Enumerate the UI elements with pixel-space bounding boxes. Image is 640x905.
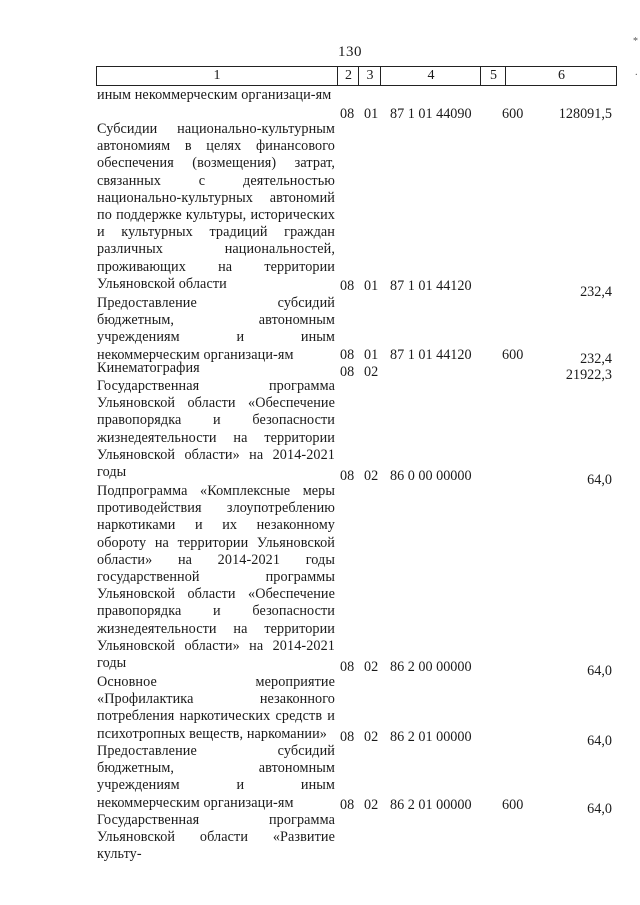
row-description: Предоставление субсидий бюджетным, автономным учреждениям и иным некоммерческим организаци-ям [97,743,335,811]
section-code: 08 [340,364,355,380]
header-col-5: 5 [480,67,506,85]
expense-type-code: 600 [502,347,524,363]
row-description: Субсидии национально-культурным автономиям в целях финансового обеспечения (возмещения) затрат, связанных с деятельностью национально-культурных автономий по поддержке культуры, исторических и культурных традиций граждан различных национальностей, проживающих на территории Ульяновской области [97,121,335,292]
scan-edge-mark: * [633,36,638,47]
row-amount: 232,4 [580,284,612,300]
target-article-code: 86 0 00 00000 [390,468,472,484]
row-amount: 21922,3 [565,367,612,383]
row-amount: 64,0 [587,801,612,817]
section-code: 08 [340,278,355,294]
row-codes [340,659,532,676]
row-codes [340,278,532,295]
header-col-1: 1 [213,68,221,83]
expense-type-code: 600 [502,106,524,122]
section-code: 08 [340,468,355,484]
row-amount: 64,0 [587,733,612,749]
row-description: Основное мероприятие «Профилактика незаконного потребления наркотических средств и психотропных веществ, наркомании» [97,674,335,742]
target-article-code: 87 1 01 44120 [390,347,472,363]
subsection-code: 02 [364,364,379,380]
subsection-code: 01 [364,278,379,294]
section-code: 08 [340,106,355,122]
row-description: Подпрограмма «Комплексные меры противодействия злоупотреблению наркотиками и их незаконному обороту на территории Ульяновской области» на 2014-2021 годы государственной программы Ульяновской области «Обеспечение правопорядка и безопасности жизнедеятельности на территории Ульяновской области» на 2014-2021 годы [97,483,335,672]
section-code: 08 [340,797,355,813]
row-amount: 64,0 [587,472,612,488]
header-col-6: 6 [505,67,617,85]
row-description: Предоставление субсидий бюджетным, автономным учреждениям и иным некоммерческим организаци-ям [97,295,335,363]
row-amount: 64,0 [587,663,612,679]
row-codes [340,347,532,364]
row-amount: 232,4 [580,351,612,367]
section-code: 08 [340,729,355,745]
target-article-code: 86 2 01 00000 [390,729,472,745]
row-codes [340,797,532,814]
row-amount: 128091,5 [558,106,612,122]
header-col-4: 4 [380,67,481,85]
row-description: Кинематография [97,360,200,376]
target-article-code: 86 2 00 00000 [390,659,472,675]
page-number: 130 [338,44,362,60]
header-col-3: 3 [358,67,381,85]
row-codes [340,364,532,381]
row-description: иным некоммерческим организаци-ям [97,87,332,103]
section-code: 08 [340,347,355,363]
subsection-code: 02 [364,659,379,675]
subsection-code: 02 [364,797,379,813]
scan-edge-mark: · [634,70,638,81]
expense-type-code: 600 [502,797,524,813]
row-codes [340,729,532,746]
row-description: Государственная программа Ульяновской области «Обеспечение правопорядка и безопасности жизнедеятельности на территории Ульяновской области» на 2014-2021 годы [97,378,335,481]
subsection-code: 02 [364,729,379,745]
subsection-code: 01 [364,106,379,122]
target-article-code: 86 2 01 00000 [390,797,472,813]
row-description: Государственная программа Ульяновской области «Развитие культу- [97,812,335,863]
target-article-code: 87 1 01 44120 [390,278,472,294]
subsection-code: 02 [364,468,379,484]
section-code: 08 [340,659,355,675]
header-col-2: 2 [337,67,359,85]
subsection-code: 01 [364,347,379,363]
table-header [96,66,617,86]
row-codes [340,468,532,485]
target-article-code: 87 1 01 44090 [390,106,472,122]
row-codes [340,106,532,123]
